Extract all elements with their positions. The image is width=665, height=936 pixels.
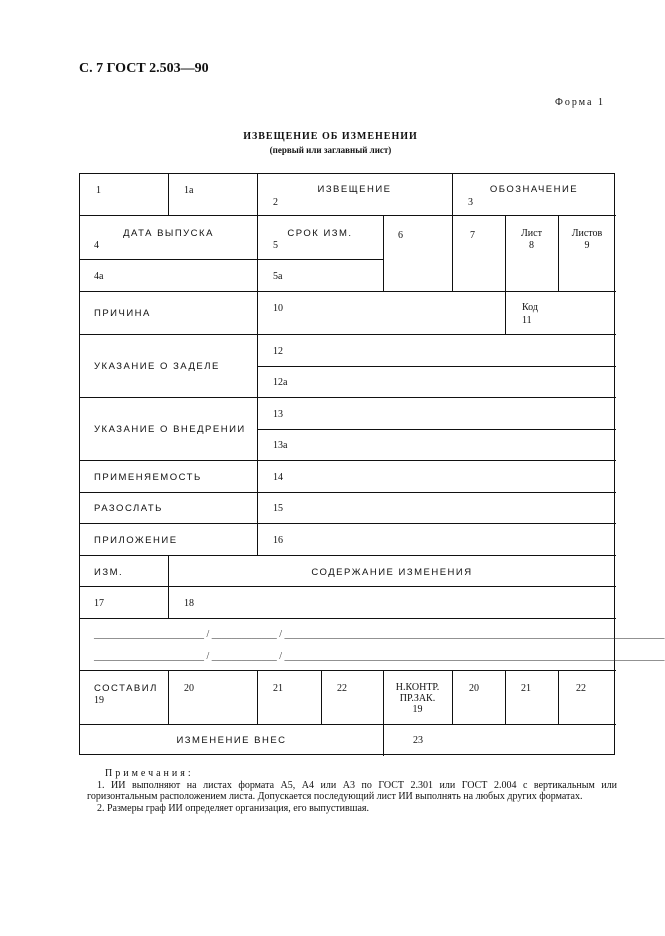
row-divider <box>80 492 616 493</box>
row-divider <box>80 291 616 292</box>
col-divider <box>558 670 559 724</box>
prichina-label: ПРИЧИНА <box>94 308 151 319</box>
cell-6[interactable]: 6 <box>398 230 403 241</box>
cell-7[interactable]: 7 <box>470 230 475 241</box>
izmenenie-vnes-label: ИЗМЕНЕНИЕ ВНЕС <box>176 735 287 746</box>
pr-zak-label: ПР.ЗАК. <box>399 693 436 704</box>
row-divider <box>257 366 616 367</box>
change-notice-form <box>79 173 665 755</box>
row-divider <box>80 670 616 671</box>
cell-20[interactable]: 20 <box>184 683 194 694</box>
form-label: Форма 1 <box>555 97 605 108</box>
listov-label: Листов <box>571 228 603 239</box>
row-divider <box>257 429 616 430</box>
cell-15[interactable]: 15 <box>273 503 283 514</box>
notes-heading: Примечания: <box>105 768 194 779</box>
col-divider <box>168 174 169 215</box>
cell-5a[interactable]: 5а <box>273 271 283 282</box>
row-divider <box>80 523 616 524</box>
cell-4a[interactable]: 4а <box>94 271 104 282</box>
soderzhanie-label: СОДЕРЖАНИЕ ИЗМЕНЕНИЯ <box>311 567 473 578</box>
cell-21[interactable]: 21 <box>273 683 283 694</box>
data-vypuska-label: ДАТА ВЫПУСКА <box>123 228 214 239</box>
cell-3[interactable]: 3 <box>468 197 473 208</box>
cell-4[interactable]: 4 <box>94 240 99 251</box>
primenyaemost-label: ПРИМЕНЯЕМОСТЬ <box>94 472 202 483</box>
izm-label: ИЗМ. <box>94 567 124 578</box>
cell-23[interactable]: 23 <box>413 735 423 746</box>
cell-12[interactable]: 12 <box>273 346 283 357</box>
document-title: ИЗВЕЩЕНИЕ ОБ ИЗМЕНЕНИИ <box>243 131 418 142</box>
col-divider <box>383 215 384 291</box>
row-divider <box>80 460 616 461</box>
cell-1[interactable]: 1 <box>96 185 101 196</box>
razoslat-label: РАЗОСЛАТЬ <box>94 503 163 514</box>
col-divider <box>168 670 169 724</box>
signature-line[interactable]: ______________________ / _____________ / ____________________________________________________________________________ <box>94 651 665 662</box>
cell-14[interactable]: 14 <box>273 472 283 483</box>
row-divider <box>80 259 383 260</box>
cell-1a[interactable]: 1a <box>184 185 194 196</box>
cell-18[interactable]: 18 <box>184 598 194 609</box>
cell-22-nkontr[interactable]: 22 <box>576 683 586 694</box>
col-divider <box>257 670 258 724</box>
srok-izm-label: СРОК ИЗМ. <box>287 228 353 239</box>
row-divider <box>80 724 616 725</box>
col-divider <box>505 291 506 334</box>
col-divider <box>452 670 453 724</box>
cell-13a[interactable]: 13а <box>273 440 288 451</box>
signature-line[interactable]: ______________________ / _____________ / ____________________________________________________________________________ <box>94 629 665 640</box>
row-divider <box>80 397 616 398</box>
col-divider <box>505 670 506 724</box>
izveshchenie-label: ИЗВЕЩЕНИЕ <box>317 184 392 195</box>
row-divider <box>80 215 616 216</box>
oboznachenie-label: ОБОЗНАЧЕНИЕ <box>489 184 579 195</box>
cell-17[interactable]: 17 <box>94 598 104 609</box>
cell-16[interactable]: 16 <box>273 535 283 546</box>
row-divider <box>80 555 616 556</box>
note-item: 1. ИИ выполняют на листах формата А5, А4 или А3 по ГОСТ 2.301 или ГОСТ 2.004 с вертикальным или горизонтальным расположением листа. Допускается последующий лист ИИ выполнять на любых других форматах. <box>87 779 617 802</box>
cell-19-nkontr[interactable]: 19 <box>412 704 423 715</box>
cell-19[interactable]: 19 <box>94 695 104 706</box>
cell-11[interactable]: 11 <box>522 315 532 326</box>
col-divider <box>321 670 322 724</box>
col-divider <box>505 215 506 291</box>
row-divider <box>80 618 616 619</box>
notes <box>87 768 617 814</box>
cell-10[interactable]: 10 <box>273 303 283 314</box>
cell-13[interactable]: 13 <box>273 409 283 420</box>
cell-5[interactable]: 5 <box>273 240 278 251</box>
col-divider <box>558 215 559 291</box>
note-item: 2. Размеры граф ИИ определяет организация, его выпустившая. <box>97 802 369 814</box>
cell-22[interactable]: 22 <box>337 683 347 694</box>
cell-20-nkontr[interactable]: 20 <box>469 683 479 694</box>
cell-12a[interactable]: 12а <box>273 377 288 388</box>
document-subtitle: (первый или заглавный лист) <box>269 145 392 155</box>
cell-21-nkontr[interactable]: 21 <box>521 683 531 694</box>
cell-8[interactable]: 8 <box>529 240 534 251</box>
ukazanie-zadel-label: УКАЗАНИЕ О ЗАДЕЛЕ <box>94 361 220 372</box>
cell-9[interactable]: 9 <box>584 240 590 251</box>
page-header: С. 7 ГОСТ 2.503—90 <box>79 61 209 76</box>
sostavil-label: СОСТАВИЛ <box>94 683 158 694</box>
prilozhenie-label: ПРИЛОЖЕНИЕ <box>94 535 178 546</box>
list-label: Лист <box>521 228 542 239</box>
kod-label: Код <box>522 302 538 313</box>
col-divider <box>168 555 169 618</box>
ukazanie-vnedrenie-label: УКАЗАНИЕ О ВНЕДРЕНИИ <box>94 424 246 435</box>
row-divider <box>80 334 616 335</box>
n-kontr-label: Н.КОНТР. <box>395 682 440 693</box>
cell-2[interactable]: 2 <box>273 197 278 208</box>
row-divider <box>80 586 616 587</box>
